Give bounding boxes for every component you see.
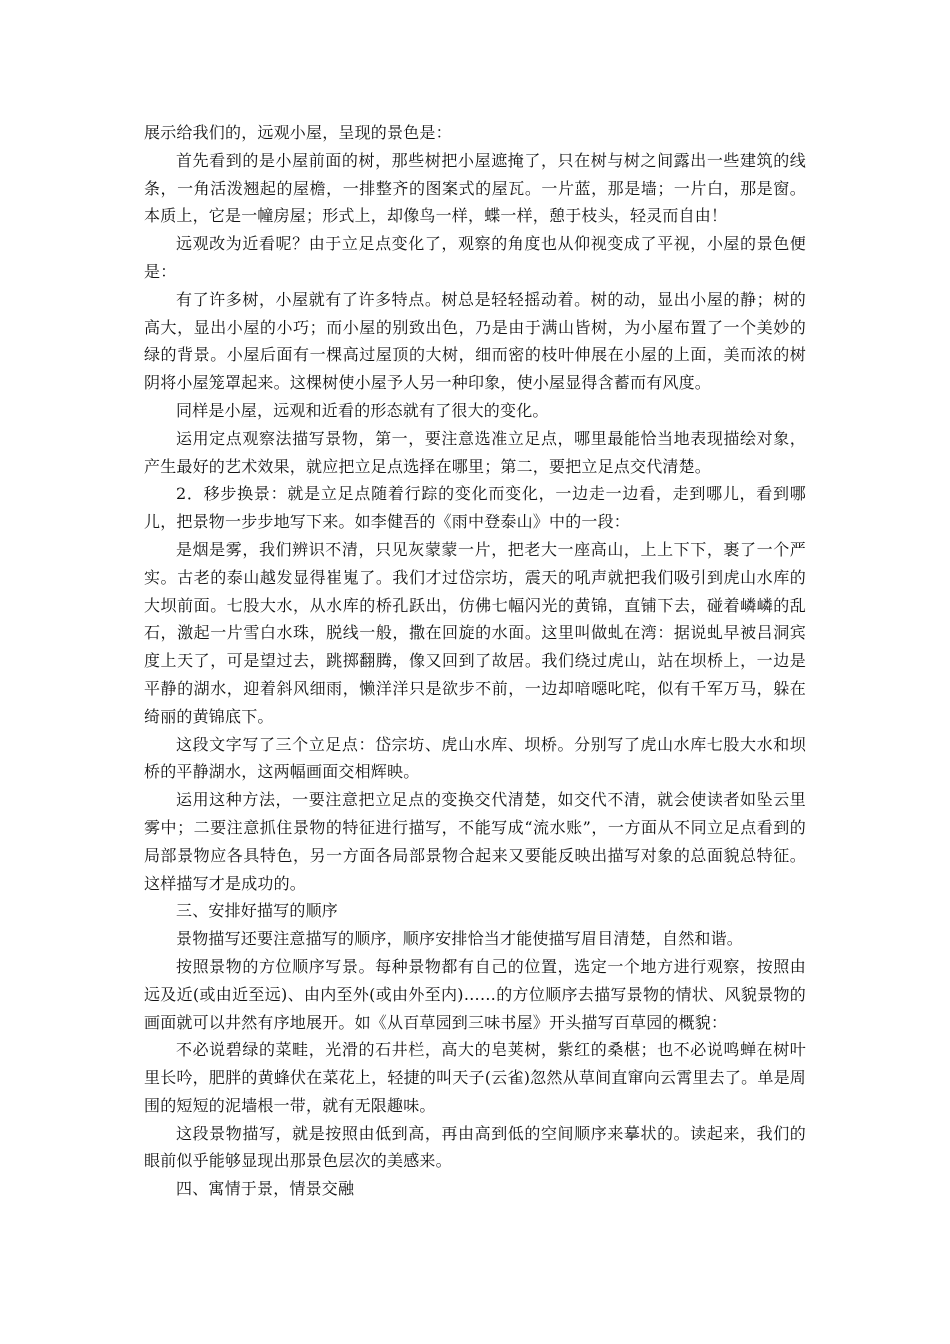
document-body xyxy=(144,119,806,1203)
section-heading: 三、安排好描写的顺序 xyxy=(176,901,339,921)
paragraph: 有了许多树，小屋就有了许多特点。树总是轻轻摇动着。树的动，显出小屋的静；树的高大，显出小屋的小巧；而小屋的别致出色，乃是由于满山皆树，为小屋布置了一个美妙的绿的背景。小屋后面有一棵高过屋顶的大树，细而密的枝叶伸展在小屋的上面，美而浓的树阴将小屋笼罩起来。这棵树使小屋予人另一种印象，使小屋显得含蓄而有风度。 xyxy=(144,289,806,393)
paragraph: 这段文字写了三个立足点：岱宗坊、虎山水库、坝桥。分别写了虎山水库七股大水和坝桥的平静湖水，这两幅画面交相辉映。 xyxy=(144,734,806,782)
paragraph: 按照景物的方位顺序写景。每种景物都有自己的位置，选定一个地方进行观察，按照由远及近(或由近至远)、由内至外(或由外至内)……的方位顺序去描写景物的情状、风貌景物的画面就可以井然有序地展开。如《从百草园到三味书屋》开头描写百草园的概貌： xyxy=(144,956,806,1032)
paragraph: 远观改为近看呢？由于立足点变化了，观察的角度也从仰视变成了平视，小屋的景色便是： xyxy=(144,234,806,281)
paragraph: 这段景物描写，就是按照由低到高，再由高到低的空间顺序来摹状的。读起来，我们的眼前似乎能够显现出那景色层次的美感来。 xyxy=(144,1123,806,1171)
paragraph: 运用这种方法，一要注意把立足点的变换交代清楚，如交代不清，就会使读者如坠云里雾中；二要注意抓住景物的特征进行描写，不能写成“流水账”，一方面从不同立足点看到的局部景物应各具特色，另一方面各局部景物合起来又要能反映出描写对象的总面貌总特征。这样描写才是成功的。 xyxy=(144,790,806,893)
paragraph: 展示给我们的，远观小屋，呈现的景色是： xyxy=(144,123,452,142)
paragraph: 景物描写还要注意描写的顺序，顺序安排恰当才能使描写眉目清楚，自然和谐。 xyxy=(176,929,744,949)
paragraph: 2．移步换景：就是立足点随着行踪的变化而变化，一边走一边看，走到哪儿，看到哪儿，把景物一步步地写下来。如李健吾的《雨中登泰山》中的一段： xyxy=(144,484,806,532)
quoted-passage: 是烟是雾，我们辨识不清，只见灰蒙蒙一片，把老大一座高山，上上下下，裹了一个严实。古老的泰山越发显得崔嵬了。我们才过岱宗坊，震天的吼声就把我们吸引到虎山水库的大坝前面。七股大水，从水库的桥孔跃出，仿佛七幅闪光的黄锦，直铺下去，碰着嶙嶙的乱石，激起一片雪白水珠，脱线一般，撒在回旋的水面。这里叫做虬在湾：据说虬早被吕洞宾度上天了，可是望过去，跳掷翻腾，像又回到了故居。我们绕过虎山，站在坝桥上，一边是平静的湖水，迎着斜风细雨，懒洋洋只是欲步不前，一边却喑噁叱咤，似有千军万马，躲在绮丽的黄锦底下。 xyxy=(144,539,806,726)
section-heading: 四、寓情于景，情景交融 xyxy=(176,1179,355,1199)
paragraph: 同样是小屋，远观和近看的形态就有了很大的变化。 xyxy=(176,400,549,420)
paragraph: 首先看到的是小屋前面的树，那些树把小屋遮掩了，只在树与树之间露出一些建筑的线条，一角活泼翘起的屋檐，一排整齐的图案式的屋瓦。一片蓝，那是墙；一片白，那是窗。本质上，它是一幢房屋；形式上，却像鸟一样，蝶一样，憩于枝头，轻灵而自由！ xyxy=(144,150,806,226)
paragraph: 运用定点观察法描写景物，第一，要注意选准立足点，哪里最能恰当地表现描绘对象，产生最好的艺术效果，就应把立足点选择在哪里；第二，要把立足点交代清楚。 xyxy=(144,428,806,476)
quoted-passage: 不必说碧绿的菜畦，光滑的石井栏，高大的皂荚树，紫红的桑椹；也不必说鸣蝉在树叶里长吟，肥胖的黄蜂伏在菜花上，轻捷的叫天子(云雀)忽然从草间直窜向云霄里去了。单是周围的短短的泥墙根一带，就有无限趣味。 xyxy=(144,1040,806,1115)
